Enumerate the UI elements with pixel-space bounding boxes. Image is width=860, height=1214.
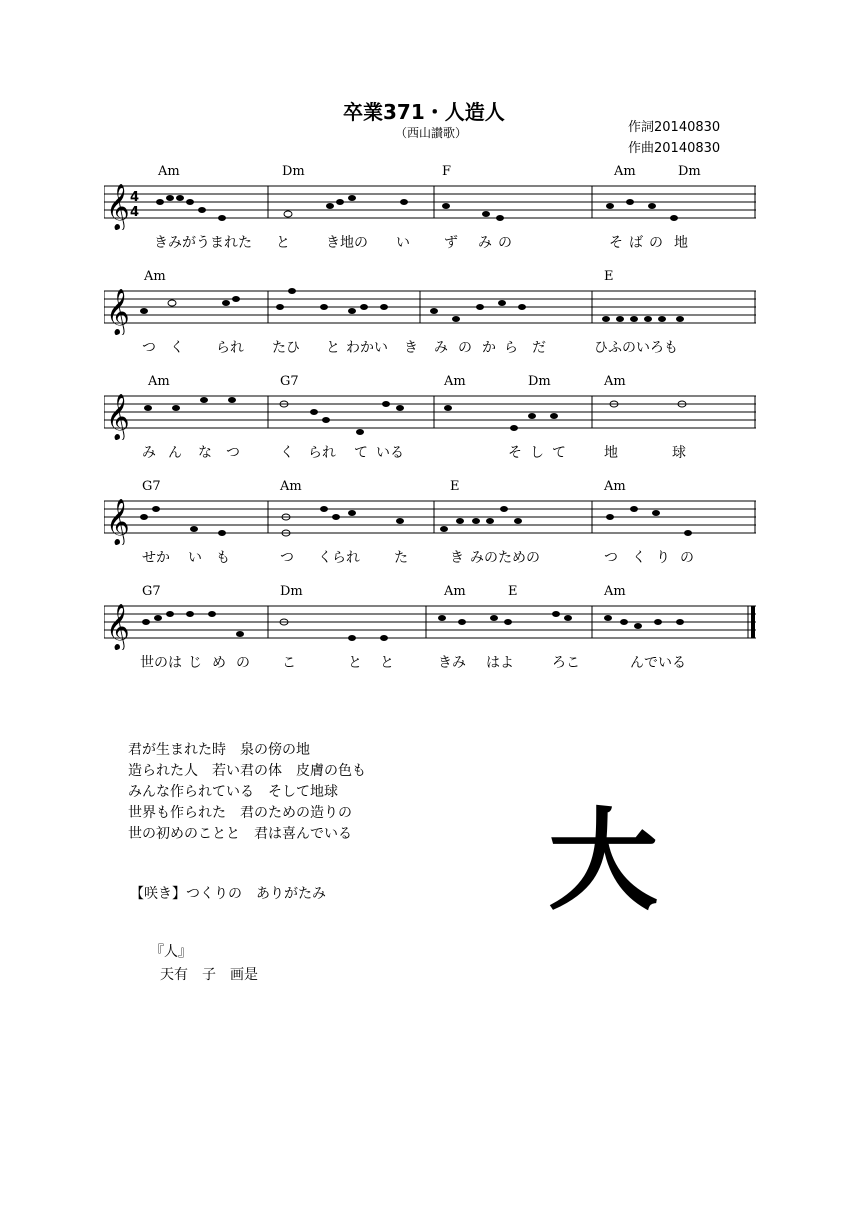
lyric: ず xyxy=(444,235,458,251)
lyric: わかい xyxy=(346,340,388,356)
chord: Am xyxy=(280,479,302,494)
lyric: つ xyxy=(604,550,618,566)
lyric: く xyxy=(632,550,646,566)
chord: Am xyxy=(148,374,170,389)
music-staff xyxy=(104,388,756,440)
lyric: つ xyxy=(280,550,294,566)
lyric: きみがうまれた xyxy=(154,235,252,251)
lyric: み xyxy=(478,235,492,251)
chord: Dm xyxy=(282,164,305,179)
chord: Am xyxy=(444,584,466,599)
svg-text:𝄞: 𝄞 xyxy=(106,289,130,335)
chord: Dm xyxy=(280,584,303,599)
lyric: と xyxy=(348,655,362,671)
chord: G7 xyxy=(142,479,161,494)
lyric: みのための xyxy=(470,550,540,566)
page-subtitle: （西山讃歌） xyxy=(395,126,468,140)
verse-line: 造られた人 若い君の体 皮膚の色も xyxy=(128,763,366,779)
lyric: 地 xyxy=(604,445,618,461)
lyric: こ xyxy=(282,655,296,671)
lyric: き地の xyxy=(326,235,368,251)
lyric: ら xyxy=(504,340,518,356)
svg-text:𝄞: 𝄞 xyxy=(106,184,130,230)
lyric: ひふのいろも xyxy=(594,340,678,356)
lyric: きみ xyxy=(438,655,466,671)
music-staff xyxy=(104,493,756,545)
lyric: 地 xyxy=(674,235,688,251)
chord: E xyxy=(450,479,460,494)
lyric: せか xyxy=(142,550,170,566)
music-staff xyxy=(104,283,756,335)
name-line: 天有 子 画是 xyxy=(160,967,258,983)
lyric: 世のは xyxy=(140,655,182,671)
lyric: ろこ xyxy=(552,655,580,671)
note-line: 【咲き】つくりの ありがたみ xyxy=(130,886,326,902)
svg-text:4: 4 xyxy=(130,190,140,205)
lyric: そ xyxy=(609,235,623,251)
chord: Am xyxy=(144,269,166,284)
chord: E xyxy=(604,269,614,284)
lyric: たひ xyxy=(272,340,300,356)
chord: Am xyxy=(604,584,626,599)
lyric: い xyxy=(396,235,410,251)
lyric: の xyxy=(458,340,472,356)
lyric: の xyxy=(236,655,250,671)
chord: F xyxy=(442,164,452,179)
lyric: んでいる xyxy=(630,655,686,671)
chord: G7 xyxy=(280,374,299,389)
lyric: な xyxy=(198,445,212,461)
lyric: と xyxy=(380,655,394,671)
lyric: じ xyxy=(188,655,202,671)
lyric: つ xyxy=(226,445,240,461)
lyric: の xyxy=(649,235,663,251)
verse-line: 世の初めのことと 君は喜んでいる xyxy=(128,826,352,842)
chord: Am xyxy=(614,164,636,179)
lyric: し xyxy=(530,445,544,461)
lyric: き xyxy=(404,340,418,356)
composer-credit: 作曲20140830 xyxy=(628,141,721,156)
lyric: られ xyxy=(216,340,244,356)
name-label: 『人』 xyxy=(150,944,192,960)
verse-line: 世界も作られた 君のための造りの xyxy=(128,805,352,821)
lyricist-credit: 作詞20140830 xyxy=(628,120,721,135)
chord: E xyxy=(508,584,518,599)
lyric: く xyxy=(280,445,294,461)
lyric: と xyxy=(326,340,340,356)
lyric: も xyxy=(216,550,230,566)
lyric: り xyxy=(656,550,670,566)
verse-line: みんな作られている そして地球 xyxy=(128,784,338,800)
lyric: そ xyxy=(508,445,522,461)
chord: Am xyxy=(604,479,626,494)
lyric: か xyxy=(482,340,496,356)
svg-text:𝄞: 𝄞 xyxy=(106,394,130,440)
big-character: 大 xyxy=(548,797,658,925)
lyric: て xyxy=(354,445,368,461)
lyric: つ xyxy=(142,340,156,356)
lyric: だ xyxy=(532,340,546,356)
chord: Am xyxy=(444,374,466,389)
music-staff xyxy=(104,598,756,650)
verse-block xyxy=(128,740,366,845)
chord: Am xyxy=(604,374,626,389)
lyric: み xyxy=(142,445,156,461)
lyric: い xyxy=(188,550,202,566)
lyric: られ xyxy=(308,445,336,461)
lyric: く xyxy=(170,340,184,356)
lyric: ば xyxy=(629,235,643,251)
lyric: 球 xyxy=(672,445,686,461)
page-title: 卒業371・人造人 xyxy=(343,100,505,124)
chord: Dm xyxy=(678,164,701,179)
lyric: き xyxy=(450,550,464,566)
lyric: の xyxy=(680,550,694,566)
verse-line: 君が生まれた時 泉の傍の地 xyxy=(128,742,310,758)
lyric: ん xyxy=(168,445,182,461)
svg-text:𝄞: 𝄞 xyxy=(106,604,130,650)
chord: Dm xyxy=(528,374,551,389)
chord: Am xyxy=(158,164,180,179)
lyric: はよ xyxy=(486,655,514,671)
lyric: くられ xyxy=(318,550,360,566)
lyric: み xyxy=(434,340,448,356)
music-staff xyxy=(104,178,756,230)
svg-text:4: 4 xyxy=(130,205,140,220)
chord: G7 xyxy=(142,584,161,599)
svg-text:𝄞: 𝄞 xyxy=(106,499,130,545)
lyric: と xyxy=(276,235,290,251)
lyric: て xyxy=(552,445,566,461)
lyric: の xyxy=(498,235,512,251)
lyric: た xyxy=(394,550,408,566)
lyric: め xyxy=(212,655,226,671)
lyric: いる xyxy=(376,445,404,461)
